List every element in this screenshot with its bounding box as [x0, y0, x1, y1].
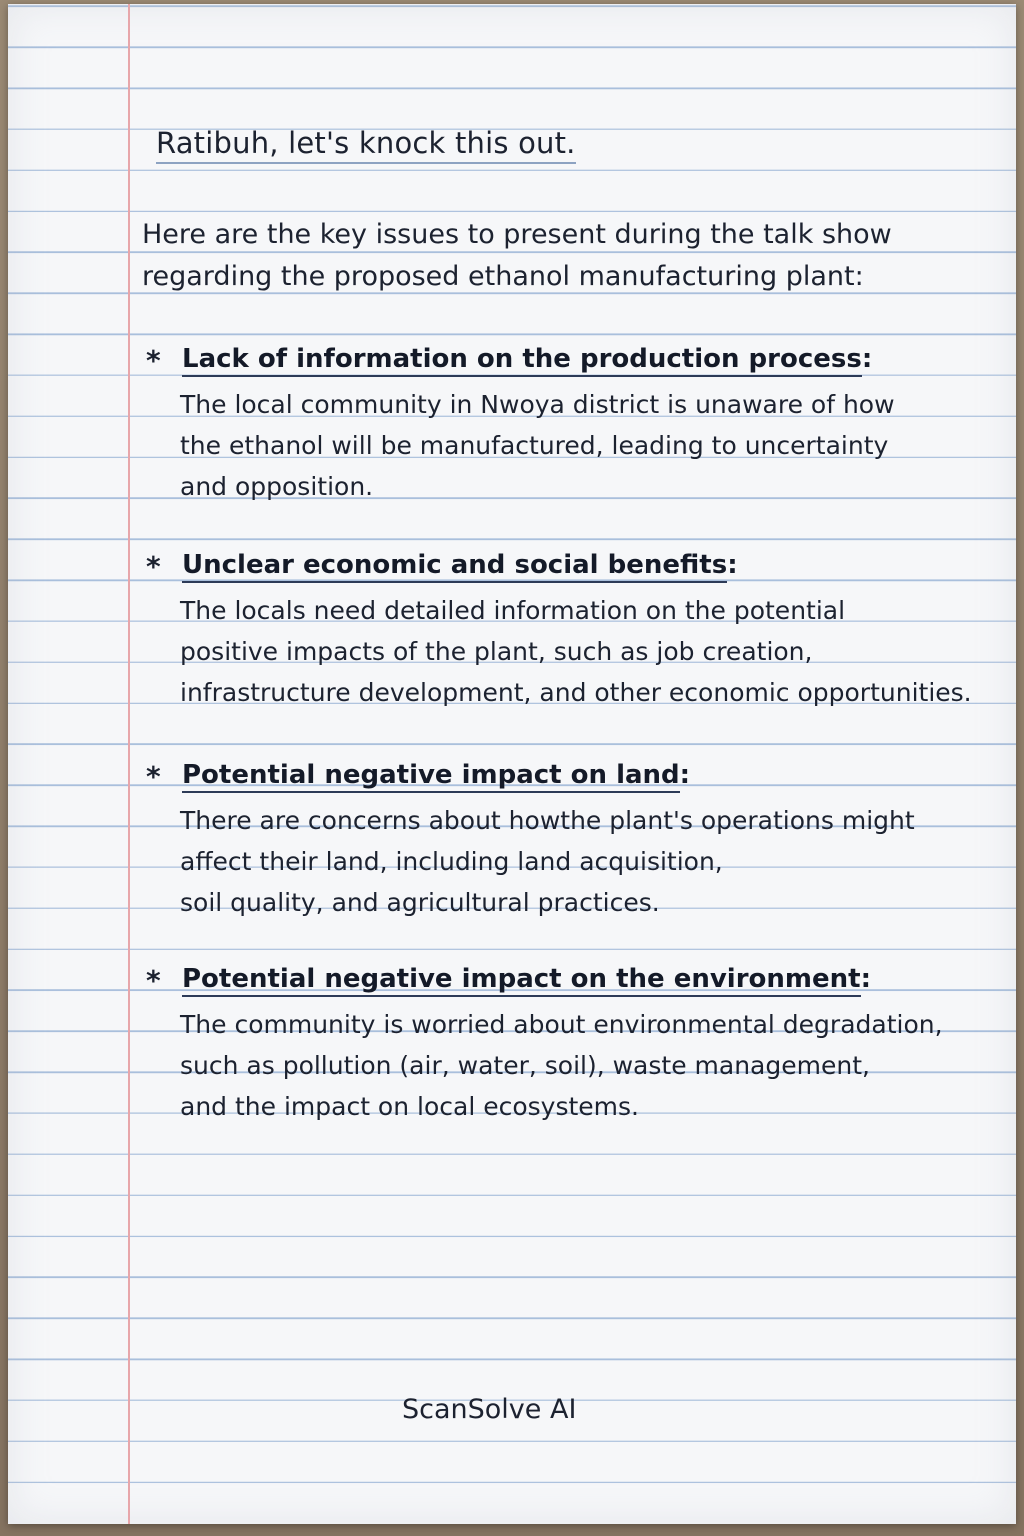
greeting-line: Ratibuh, let's knock this out.: [156, 126, 576, 164]
issue-heading-text: Unclear economic and social benefits: [182, 550, 727, 583]
description-line: positive impacts of the plant, such as job creation,: [180, 637, 813, 666]
issue-heading: Lack of information on the production process:: [182, 344, 872, 374]
issue-heading-text: Potential negative impact on the environment: [182, 964, 861, 997]
issue-heading: Potential negative impact on the environment:: [182, 964, 871, 994]
description-line: There are concerns about howthe plant's operations might: [180, 806, 915, 835]
bullet-asterisk: *: [146, 964, 161, 997]
description-line: the ethanol will be manufactured, leading to uncertainty: [180, 431, 889, 460]
lined-paper-sheet: [8, 4, 1016, 1524]
issue-description: [180, 384, 895, 507]
description-line: and opposition.: [180, 472, 374, 501]
issue-description: [180, 590, 972, 713]
description-line: such as pollution (air, water, soil), waste management,: [180, 1051, 870, 1080]
issue-heading-text: Lack of information on the production process: [182, 344, 862, 377]
description-line: The community is worried about environmental degradation,: [180, 1010, 943, 1039]
description-line: and the impact on local ecosystems.: [180, 1092, 639, 1121]
bullet-asterisk: *: [146, 550, 161, 583]
intro-line: regarding the proposed ethanol manufacturing plant:: [142, 261, 864, 292]
bullet-asterisk: *: [146, 344, 161, 377]
red-margin-line: [128, 4, 130, 1524]
description-line: infrastructure development, and other economic opportunities.: [180, 678, 972, 707]
bullet-asterisk: *: [146, 760, 161, 793]
intro-line: Here are the key issues to present during the talk show: [142, 219, 892, 250]
issue-heading: Unclear economic and social benefits:: [182, 550, 738, 580]
intro-paragraph: [142, 214, 892, 298]
description-line: soil quality, and agricultural practices.: [180, 888, 660, 917]
description-line: The local community in Nwoya district is unaware of how: [180, 390, 895, 419]
description-line: The locals need detailed information on the potential: [180, 596, 846, 625]
issue-heading-text: Potential negative impact on land: [182, 760, 680, 793]
issue-description: [180, 800, 915, 923]
footer-signature: ScanSolve AI: [402, 1394, 577, 1425]
issue-description: [180, 1004, 943, 1127]
description-line: affect their land, including land acquisition,: [180, 847, 723, 876]
issue-heading: Potential negative impact on land:: [182, 760, 690, 790]
